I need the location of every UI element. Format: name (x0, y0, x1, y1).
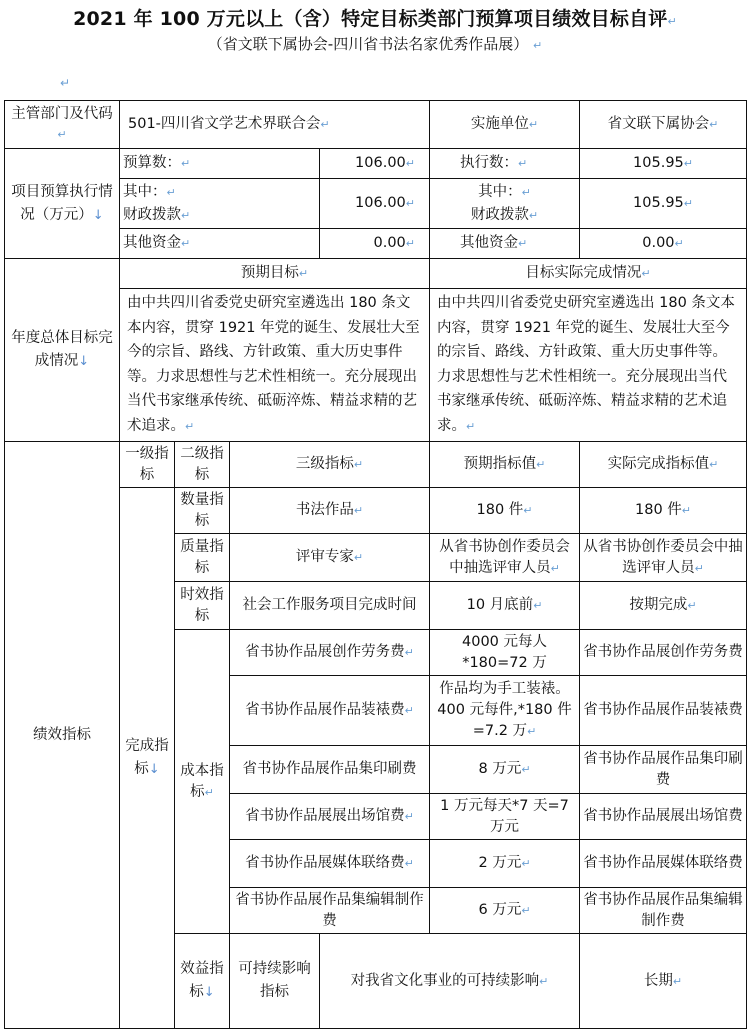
quantity-name: 书法作品↵ (230, 488, 430, 534)
timeliness-actual: 按期完成↵ (580, 582, 747, 630)
exec-amount-value: 105.95↵ (580, 149, 747, 179)
cost-item-actual: 省书协作品展作品集编辑制作费 (580, 888, 747, 934)
budget-row (5, 149, 747, 179)
cost-item-actual: 省书协作品展作品集印刷费 (580, 746, 747, 794)
benefit-name: 对我省文化事业的可持续影响↵ (320, 934, 580, 1029)
cost-item-expected: 1 万元每天*7 天=7 万元 (430, 794, 580, 840)
performance-table (4, 100, 747, 1029)
cost-item-expected: 4000 元每人*180=72 万 (430, 630, 580, 676)
cost-item-actual: 省书协作品展创作劳务费 (580, 630, 747, 676)
exec-amount-label: 执行数：↵ (430, 149, 580, 179)
paragraph-mark-icon: ↵ (60, 76, 71, 90)
quality-level2: 质量指标 (175, 534, 230, 582)
fiscal-label: 其中：↵ 财政拨款↵ (120, 179, 320, 229)
level3-header: 三级指标↵ (230, 442, 430, 488)
budget-amount-value: 106.00↵ (320, 149, 430, 179)
completion-label: 完成指标↓ (120, 488, 175, 1029)
cost-label: 成本指标↵ (175, 630, 230, 934)
perf-section-label: 绩效指标 (5, 442, 120, 1029)
cost-item-expected: 作品均为手工装裱。400 元每件,*180 件=7.2 万↵ (430, 676, 580, 746)
timeliness-expected: 10 月底前↵ (430, 582, 580, 630)
cost-item-expected: 2 万元↵ (430, 840, 580, 888)
quality-expected: 从省书协创作委员会中抽选评审人员↵ (430, 534, 580, 582)
other-funds-exec-value: 0.00↵ (580, 229, 747, 259)
cost-item-expected: 8 万元↵ (430, 746, 580, 794)
cost-item-name: 省书协作品展展出场馆费↵ (230, 794, 430, 840)
cost-item-name: 省书协作品展媒体联络费↵ (230, 840, 430, 888)
actual-goal-header: 目标实际完成情况↵ (430, 259, 747, 289)
timeliness-level2: 时效指标 (175, 582, 230, 630)
quantity-level2: 数量指标 (175, 488, 230, 534)
cost-item-actual: 省书协作品展展出场馆费 (580, 794, 747, 840)
cost-item-name: 省书协作品展作品集编辑制作费 (230, 888, 430, 934)
dept-row (5, 101, 747, 149)
annual-goal-label: 年度总体目标完成情况↓ (5, 259, 120, 442)
cost-item-actual: 省书协作品展作品装裱费 (580, 676, 747, 746)
cost-item-name: 省书协作品展作品集印刷费 (230, 746, 430, 794)
timeliness-name: 社会工作服务项目完成时间 (230, 582, 430, 630)
annual-header-row (5, 259, 747, 289)
impl-unit-value: 省文联下属协会↵ (580, 101, 747, 149)
perf-header-row (5, 442, 747, 488)
fiscal-exec-value: 105.95↵ (580, 179, 747, 229)
page-subtitle: （省文联下属协会-四川省书法名家优秀作品展） ↵ (207, 35, 543, 53)
dept-label: 主管部门及代码↵ (5, 101, 120, 149)
cost-item-name: 省书协作品展作品装裱费↵ (230, 676, 430, 746)
expected-goal-text: 由中共四川省委党史研究室遴选出 180 条文本内容，贯穿 1921 年党的诞生、发展壮大至今的宗旨、路线、方针政策、重大历史事件等。力求思想性与艺术性相统一。充分展现出当代书家继承传统、砥砺淬炼、精益求精的艺术追求。↵ (120, 289, 430, 442)
quality-actual: 从省书协创作委员会中抽选评审人员↵ (580, 534, 747, 582)
benefit-level2: 可持续影响指标 (230, 934, 320, 1029)
other-funds-budget: 0.00↵ (320, 229, 430, 259)
other-funds-exec-label: 其他资金↵ (430, 229, 580, 259)
dept-value: 501-四川省文学艺术界联合会↵ (120, 101, 430, 149)
cost-item-actual: 省书协作品展媒体联络费 (580, 840, 747, 888)
expected-value-header: 预期指标值↵ (430, 442, 580, 488)
benefit-label: 效益指标↓ (175, 934, 230, 1029)
cost-item-name: 省书协作品展创作劳务费↵ (230, 630, 430, 676)
page-title: 2021 年 100 万元以上（含）特定目标类部门预算项目绩效目标自评↵ (73, 8, 677, 30)
impl-unit-label: 实施单位↵ (430, 101, 580, 149)
quantity-actual: 180 件↵ (580, 488, 747, 534)
quantity-expected: 180 件↵ (430, 488, 580, 534)
fiscal-budget-value: 106.00↵ (320, 179, 430, 229)
budget-amount-label: 预算数：↵ (120, 149, 320, 179)
level1-header: 一级指标 (120, 442, 175, 488)
other-funds-label: 其他资金↵ (120, 229, 320, 259)
budget-label: 项目预算执行情况（万元）↓ (5, 149, 120, 259)
actual-goal-text: 由中共四川省委党史研究室遴选出 180 条文本内容，贯穿 1921 年党的诞生、发展壮大至今的宗旨、路线、方针政策、重大历史事件等。力求思想性与艺术性相统一。充分展现出当代书家继承传统、砥砺淬炼、精益求精的艺术追求。↵ (430, 289, 747, 442)
expected-goal-header: 预期目标↵ (120, 259, 430, 289)
fiscal-exec-label: 其中：↵ 财政拨款↵ (430, 179, 580, 229)
quality-name: 评审专家↵ (230, 534, 430, 582)
benefit-expected: 长期↵ (580, 934, 747, 1029)
level2-header: 二级指标 (175, 442, 230, 488)
cost-item-expected: 6 万元↵ (430, 888, 580, 934)
actual-value-header: 实际完成指标值↵ (580, 442, 747, 488)
